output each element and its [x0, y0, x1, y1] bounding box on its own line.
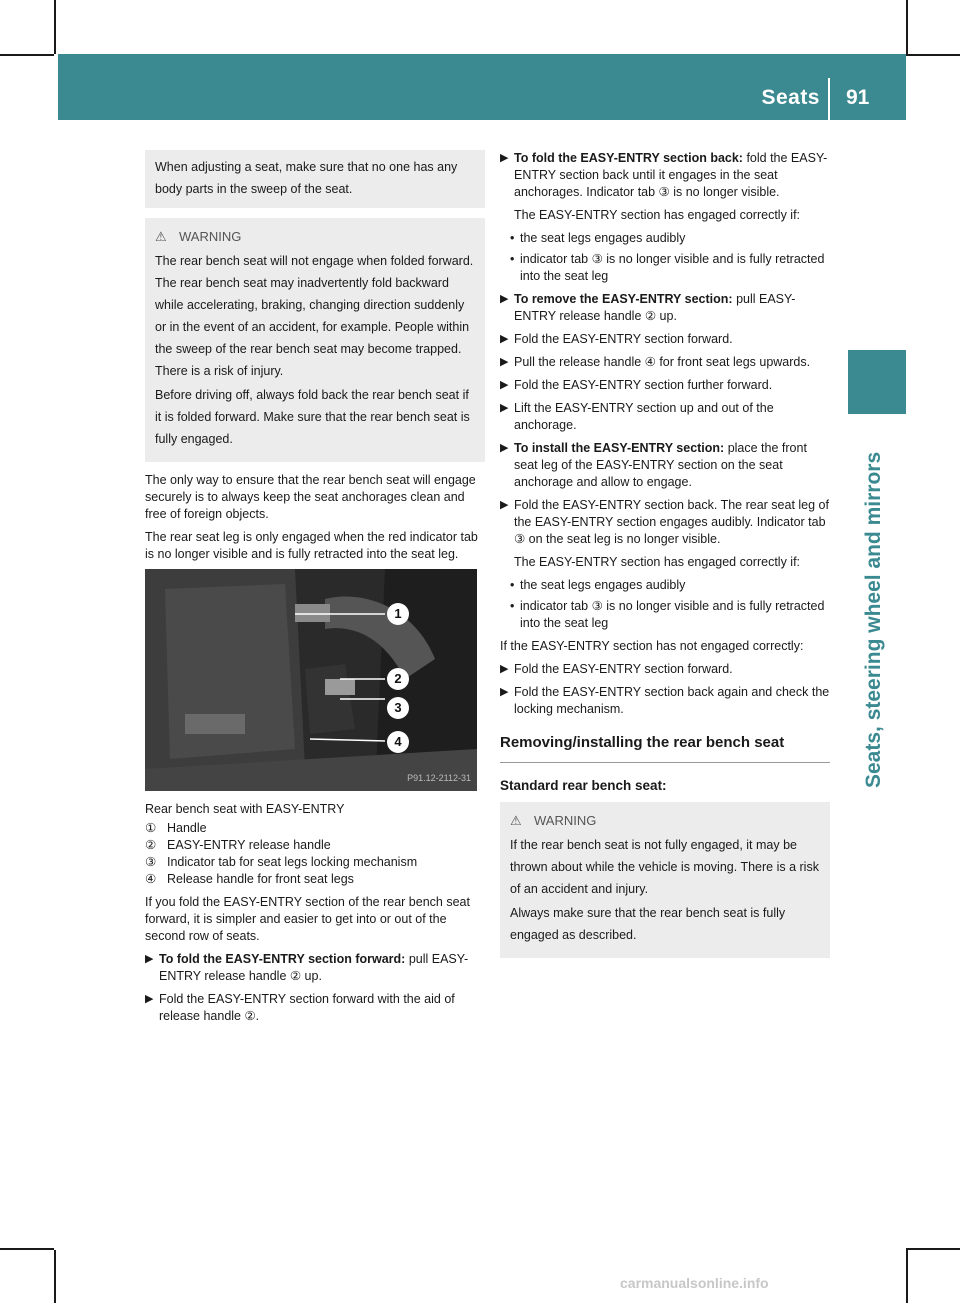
- step-text: Fold the EASY-ENTRY section back again and check the locking mechanism.: [514, 685, 830, 716]
- body-paragraph: If the EASY-ENTRY section has not engaged correctly:: [500, 639, 804, 653]
- warning-triangle-icon: ⚠: [155, 229, 167, 244]
- crop-mark: [906, 1250, 908, 1303]
- warning-text: If the rear bench seat is not fully engaged, it may be thrown about while the vehicle is moving. There is a risk of an accident and injury.: [510, 838, 819, 896]
- seat-figure: [145, 569, 477, 791]
- bullet-item: • indicator tab ③ is no longer visible and is fully retracted into the seat leg: [510, 598, 830, 632]
- crop-mark: [0, 54, 54, 56]
- step-text: pull EASY-ENTRY release handle ② up.: [159, 952, 469, 983]
- seat-illustration: [145, 569, 477, 791]
- warning-triangle-icon: ⚠: [510, 813, 522, 828]
- instruction-step: [500, 684, 830, 718]
- legend-number: ②: [145, 838, 157, 852]
- instruction-step: [500, 150, 830, 201]
- warning-text: Before driving off, always fold back the rear bench seat if it is folded forward. Make sure that the rear bench seat is fully engaged.: [155, 388, 470, 446]
- step-heading: To install the EASY-ENTRY section:: [514, 441, 725, 455]
- bullet-item: • the seat legs engages audibly: [510, 231, 686, 245]
- note-box: [145, 150, 485, 208]
- legend-item: [145, 820, 485, 837]
- step-text: Fold the EASY-ENTRY section further forward.: [514, 378, 773, 392]
- bullet-item: • the seat legs engages audibly: [510, 578, 686, 592]
- step-text: Fold the EASY-ENTRY section forward.: [514, 662, 733, 676]
- crop-mark: [0, 1248, 54, 1250]
- instruction-step: [145, 951, 485, 985]
- instruction-step: [500, 497, 830, 548]
- figure-code: P91.12-2112-31: [407, 773, 471, 783]
- step-arrow-icon: ▶: [500, 499, 509, 511]
- page-number: 91: [846, 86, 870, 109]
- step-arrow-icon: ▶: [145, 993, 154, 1005]
- legend-text: Indicator tab for seat legs locking mechanism: [167, 855, 418, 869]
- crop-mark: [54, 1250, 56, 1303]
- instruction-step: [500, 331, 830, 348]
- step-arrow-icon: ▶: [500, 402, 509, 414]
- legend-item: [145, 854, 485, 871]
- body-paragraph: The rear seat leg is only engaged when the red indicator tab is no longer visible and is fully retracted into the seat leg.: [145, 530, 478, 561]
- header-divider: [828, 78, 830, 120]
- instruction-step: [500, 377, 830, 394]
- watermark: carmanualsonline.info: [620, 1275, 769, 1291]
- instruction-step: [500, 291, 830, 325]
- step-arrow-icon: ▶: [500, 686, 509, 698]
- legend-text: Handle: [167, 821, 207, 835]
- step-arrow-icon: ▶: [500, 663, 509, 675]
- warning-title: WARNING: [534, 813, 597, 828]
- step-arrow-icon: ▶: [500, 293, 509, 305]
- warning-text: Always make sure that the rear bench seat is fully engaged as described.: [510, 906, 786, 942]
- instruction-step: [500, 440, 830, 491]
- instruction-step: [145, 991, 485, 1025]
- legend-item: [145, 871, 485, 888]
- step-text: Lift the EASY-ENTRY section up and out of the anchorage.: [514, 401, 774, 432]
- step-text: place the front seat leg of the EASY-ENTRY section on the seat anchorage and allow to engage.: [514, 441, 807, 489]
- step-arrow-icon: ▶: [500, 356, 509, 368]
- warning-title: WARNING: [179, 229, 242, 244]
- left-column: [145, 150, 485, 1031]
- subsection-heading: Standard rear bench seat:: [500, 778, 667, 793]
- bullet-text: indicator tab ③ is no longer visible and is fully retracted into the seat leg: [520, 252, 825, 283]
- step-heading: To fold the EASY-ENTRY section forward:: [159, 952, 406, 966]
- step-arrow-icon: ▶: [145, 953, 154, 965]
- instruction-step: [500, 661, 830, 678]
- side-tab-label: Seats, steering wheel and mirrors: [862, 451, 885, 788]
- warning-text: The rear bench seat will not engage when folded forward. The rear bench seat may inadvertently fold backward while accelerating, braking, changing direction suddenly or in the event of an accident, for example. People within the sweep of the rear bench seat may become trapped. There is a risk of injury.: [155, 254, 474, 378]
- legend-text: Release handle for front seat legs: [167, 872, 354, 886]
- step-arrow-icon: ▶: [500, 152, 509, 164]
- step-heading: To remove the EASY-ENTRY section:: [514, 292, 733, 306]
- warning-header: [510, 810, 820, 832]
- figure-caption: Rear bench seat with EASY-ENTRY: [145, 802, 345, 816]
- warning-box: [500, 802, 830, 958]
- bullet-text: the seat legs engages audibly: [520, 578, 686, 592]
- step-arrow-icon: ▶: [500, 333, 509, 345]
- callout-2: 2: [387, 668, 409, 690]
- crop-mark: [906, 1248, 960, 1250]
- warning-box: [145, 218, 485, 462]
- legend-number: ③: [145, 855, 157, 869]
- section-divider: [500, 762, 830, 763]
- legend-text: EASY-ENTRY release handle: [167, 838, 331, 852]
- body-paragraph: If you fold the EASY-ENTRY section of the rear bench seat forward, it is simpler and easier to get into or out of the second row of seats.: [145, 895, 470, 943]
- instruction-step: [500, 354, 830, 371]
- result-text: The EASY-ENTRY section has engaged correctly if:: [514, 208, 801, 222]
- crop-mark: [906, 0, 908, 54]
- step-text: Fold the EASY-ENTRY section forward with the aid of release handle ②.: [159, 992, 455, 1023]
- callout-4: 4: [387, 731, 409, 753]
- step-arrow-icon: ▶: [500, 379, 509, 391]
- step-text: Fold the EASY-ENTRY section forward.: [514, 332, 733, 346]
- bullet-text: indicator tab ③ is no longer visible and is fully retracted into the seat leg: [520, 599, 825, 630]
- legend-number: ①: [145, 821, 157, 835]
- legend-item: [145, 837, 485, 854]
- step-arrow-icon: ▶: [500, 442, 509, 454]
- callout-3: 3: [387, 697, 409, 719]
- crop-mark: [54, 0, 56, 54]
- legend-number: ④: [145, 872, 157, 886]
- body-paragraph: The only way to ensure that the rear bench seat will engage securely is to always keep the seat anchorages clean and free of foreign objects.: [145, 473, 476, 521]
- right-column: [500, 150, 830, 958]
- step-text: pull EASY-ENTRY release handle ② up.: [514, 292, 796, 323]
- instruction-step: [500, 400, 830, 434]
- bullet-item: • indicator tab ③ is no longer visible and is fully retracted into the seat leg: [510, 251, 830, 285]
- result-text: The EASY-ENTRY section has engaged correctly if:: [514, 555, 801, 569]
- bullet-text: the seat legs engages audibly: [520, 231, 686, 245]
- step-text: fold the EASY-ENTRY section back until it engages in the seat anchorages. Indicator tab ③ is no longer visible.: [514, 151, 828, 199]
- section-title: Seats: [761, 86, 820, 109]
- step-text: Fold the EASY-ENTRY section back. The rear seat leg of the EASY-ENTRY section engages audibly. Indicator tab ③ on the seat leg is no longer visible.: [514, 498, 829, 546]
- step-text: Pull the release handle ④ for front seat legs upwards.: [514, 355, 811, 369]
- crop-mark: [906, 54, 960, 56]
- step-heading: To fold the EASY-ENTRY section back:: [514, 151, 743, 165]
- section-heading: Removing/installing the rear bench seat: [500, 734, 785, 751]
- note-text: When adjusting a seat, make sure that no one has any body parts in the sweep of the seat.: [155, 160, 458, 196]
- warning-header: [155, 226, 475, 248]
- callout-1: 1: [387, 603, 409, 625]
